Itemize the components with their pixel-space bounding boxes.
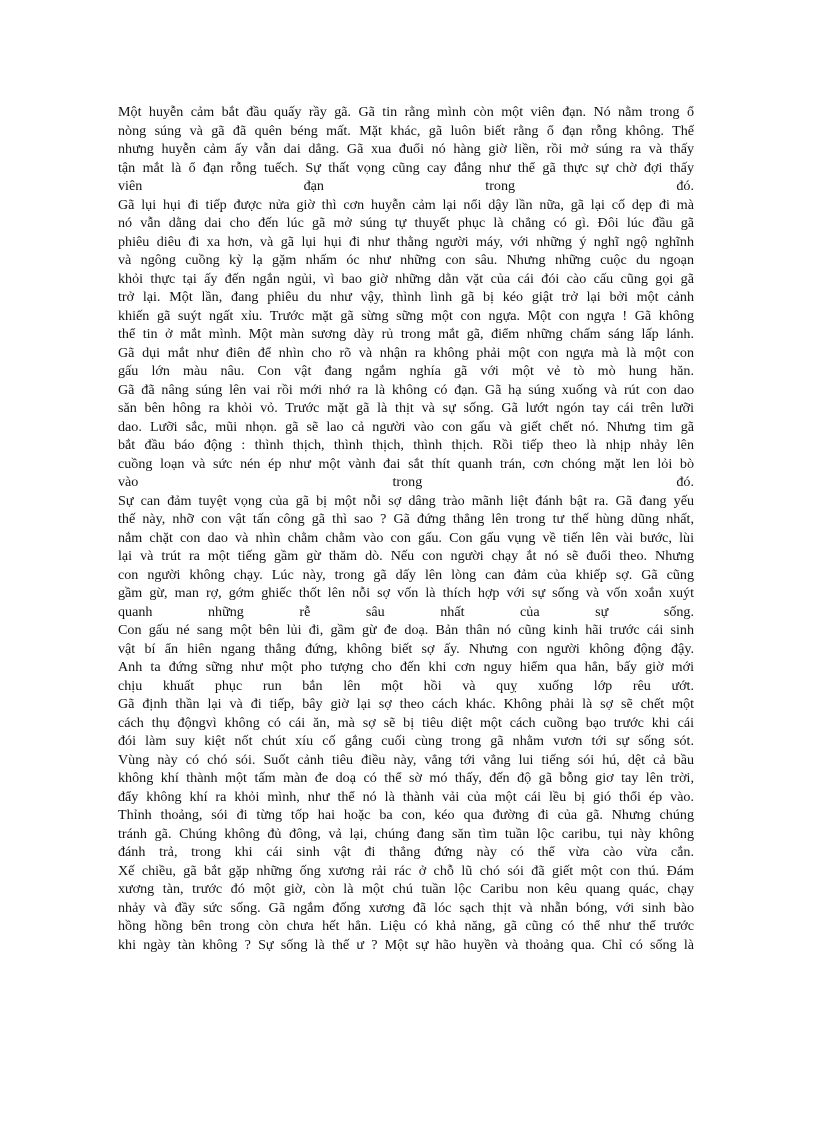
text-line: thể tin ở mắt mình. Một màn sương dày rủ trong mắt gã, điểm những chấm sáng lấp lánh. [118, 326, 694, 342]
text-line: chịu khuất phục run bắn lên một hồi và quỵ xuống lớp rêu ướt. [118, 677, 694, 694]
text-line: vào trong đó. [118, 474, 694, 490]
text-line: Gã định thần lại và đi tiếp, bây giờ lại sợ theo cách khác. Không phải là sợ sẽ chết một [118, 696, 694, 712]
text-line: tránh gã. Chúng không đủ đông, vả lại, chúng đang săn tìm tuần lộc caribu, tụi này không [118, 825, 694, 842]
text-line: săn bên hông ra khỏi vỏ. Trước mặt gã là thịt và sự sống. Gã lướt ngón tay cái trên lưỡi [118, 400, 694, 416]
text-line: bắt đầu báo động : thình thịch, thình thịch, thình thịch. Rồi tiếp theo là nhịp nhảy lên [118, 437, 694, 453]
text-line: khi ngày tàn không ? Sự sống là thế ư ? Một sự hão huyền và thoảng qua. Chỉ có sống là [118, 936, 694, 953]
text-line: lại và trút ra một tiếng gầm gừ thăm dò. Nếu con người chạy ắt nó sẽ đuổi theo. Nhưng [118, 548, 694, 564]
text-line: cuồng loạn và sức nén ép như một vành đai sắt thít quanh trán, cơn chóng mặt len lỏi bò [118, 455, 694, 472]
text-line: đánh trả, trong khi cái sinh vật đi thẳng đứng này có thể vừa cào vừa cắn. [118, 844, 694, 860]
text-line: Xế chiều, gã bắt gặp những ống xương rải rác ở chỗ lũ chó sói đã giết một con thú. Đám [118, 862, 694, 879]
text-line: thế này, nhỡ con vật tấn công gã thì sao ? Gã đứng thẳng lên trong tư thế hùng dũng nhất, [118, 511, 694, 527]
text-line: và ngông cuồng kỳ lạ gặm nhấm óc như những con sâu. Nhưng những cuộc du ngoạn [118, 252, 694, 268]
text-line: nhảy và đầy sức sống. Gã ngắm đống xương đã lóc sạch thịt và nhẵn bóng, với sinh bào [118, 899, 694, 916]
text-line: Gã đã nâng súng lên vai rồi mới nhớ ra là không có đạn. Gã hạ súng xuống và rút con dao [118, 381, 694, 398]
text-line: không khí thành một tấm màn đe doạ có thể sờ mó thấy, đến độ gã bỗng giơ tay lên trời, [118, 770, 694, 786]
text-line [118, 954, 694, 973]
text-line: nó vẫn dằng dai cho đến lúc gã mở súng tự thuyết phục là chẳng có gì. Đôi lúc đầu gã [118, 215, 694, 231]
text-line: Anh ta đứng sững như một pho tượng cho đến khi cơn nguy hiểm qua hẳn, bấy giờ mới [118, 659, 694, 675]
text-line: cách thụ độngvì không có cái ăn, mà sợ sẽ bị tiêu diệt một cách cuồng bạo trước khi cái [118, 714, 694, 731]
text-line: hồng hồng bên trong còn chưa hết hẳn. Liệu có khả năng, gã cũng có thể như thể trước [118, 918, 694, 934]
text-line: Con gấu né sang một bên lủi đi, gầm gừ đe doạ. Bản thân nó cũng kinh hãi trước cái sinh [118, 622, 694, 638]
text-line: quanh những rễ sâu nhất của sự sống. [118, 603, 694, 620]
text-line: đẩy không khí ra khỏi mình, như thể nó là thành vải của một cái lều bị gió thổi ép vào. [118, 788, 694, 805]
text-line: gầm gừ, man rợ, gớm ghiếc thốt lên nỗi sợ vốn là thích hợp với sự sống và vốn xoắn xuýt [118, 585, 694, 601]
text-line: Một huyễn cảm bắt đầu quấy rầy gã. Gã tin rằng mình còn một viên đạn. Nó nằm trong ổ [118, 104, 694, 120]
text-line: phiêu diêu đi xa hơn, và gã lụi hụi đi như thằng người máy, với những ý nghĩ ngộ nghĩnh [118, 233, 694, 250]
text-line: gấu lớn màu nâu. Con vật đang ngắm nghía gã với một vẻ tò mò hung hăn. [118, 363, 694, 379]
text-line: con người không chạy. Lúc này, trong gã dấy lên lòng can đảm của khiếp sợ. Gã cũng [118, 566, 694, 583]
text-line: Gã dụi mắt như điên để nhìn cho rõ và nhận ra không phải một con ngựa mà là một con [118, 344, 694, 361]
text-line: nòng súng và gã đã quên béng mất. Mặt khác, gã luôn biết rằng ổ đạn rỗng không. Thế [118, 122, 694, 139]
text-line: vật bí ẩn hiên ngang thẳng đứng, không biết sợ ấy. Nhưng con người không động đậy. [118, 640, 694, 657]
text-line: Thỉnh thoảng, sói đi từng tốp hai hoặc ba con, kéo qua đường đi của gã. Nhưng chúng [118, 807, 694, 823]
text-line: Vùng này có chó sói. Suốt cảnh tiêu điều này, vẳng tới vẳng lui tiếng sói hú, dệt cả bầu [118, 751, 694, 768]
text-line: Gã lụi hụi đi tiếp được nửa giờ thì cơn huyễn cảm lại nổi dậy lần nữa, gã lại cố dẹp đi mà [118, 196, 694, 213]
text-line: khiến gã suýt ngất xỉu. Trước mặt gã sừng sững một con ngựa. Một con ngựa ! Gã không [118, 307, 694, 324]
text-line: trở lại. Một lần, đang phiêu du như vậy, thình lình gã bị kéo giật trở lại bởi một cảnh [118, 289, 694, 305]
text-line: đói làm suy kiệt nốt chút xíu cố gắng cuối cùng trong gã nhằm vươn tới sự sống sót. [118, 733, 694, 749]
text-line: khỏi thực tại ấy đến ngắn ngủi, vì bao giờ những dằn vặt của cái đói cào cấu cũng gọi gã [118, 270, 694, 287]
text-line: xương tàn, trước đó một giờ, còn là một chú tuần lộc Caribu non kêu quang quác, chạy [118, 881, 694, 897]
text-line: nhưng huyễn cảm ấy vẫn dai dẳng. Gã xua đuổi nó hàng giờ liền, rồi mở súng ra và thấy [118, 141, 694, 157]
text-line: viên đạn trong đó. [118, 178, 694, 194]
text-line: tận mắt là ổ đạn rỗng tuếch. Sự thất vọng cũng cay đắng như thể gã thực sự chờ đợi thấy [118, 159, 694, 176]
document-body [118, 103, 694, 973]
text-line: Sự can đảm tuyệt vọng của gã bị một nỗi sợ dâng trào mãnh liệt đánh bật ra. Gã đang yếu [118, 492, 694, 509]
text-line: nắm chặt con dao và nhìn chằm chằm vào con gấu. Con gấu vụng về tiến lên vài bước, lùi [118, 529, 694, 546]
text-line: dao. Lưỡi sắc, mũi nhọn. gã sẽ lao cả người vào con gấu và giết chết nó. Nhưng tim gã [118, 418, 694, 435]
